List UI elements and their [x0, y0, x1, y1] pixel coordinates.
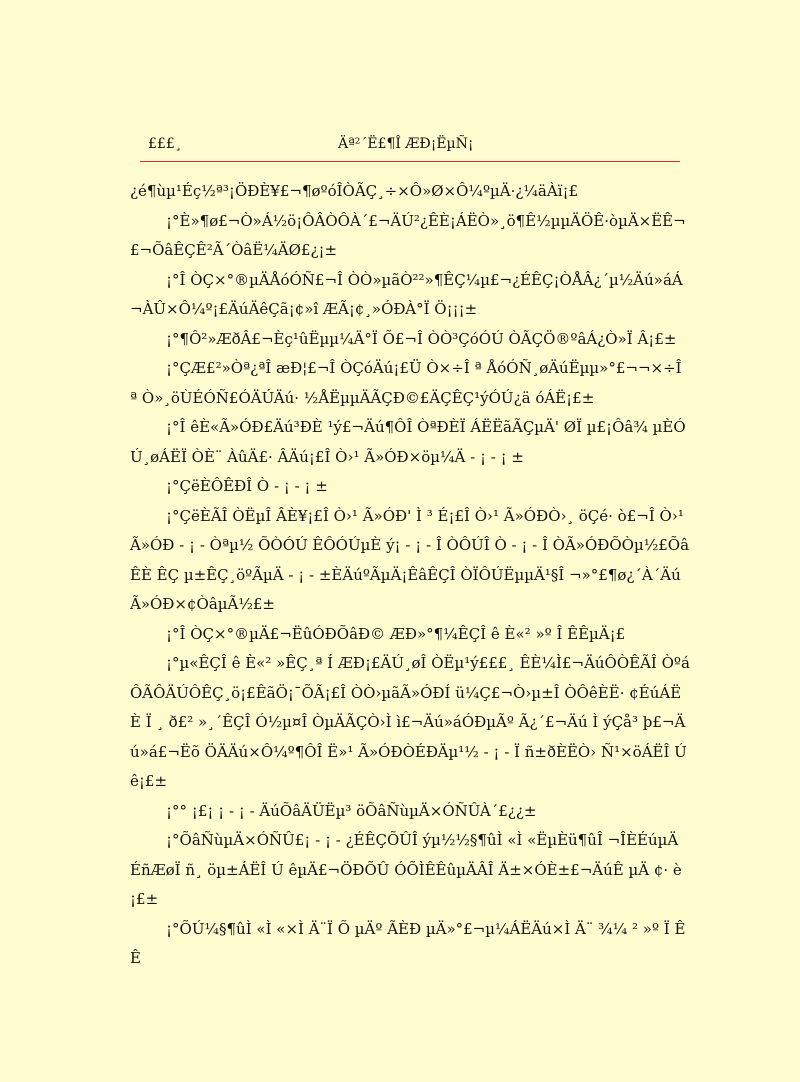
paragraph: ¡°° ¡£¡ ¡ - ¡ - ÄúÕâÄÜËµ³ öÕâÑùµÄ×ÓÑÛÀ´£¿¿± [166, 801, 537, 820]
paragraph: ¡°¶Ô²»ÆðÂ£¬Èç¹ûËµµ¼Ä°Ï Õ£¬Î ÒÒ³ÇóÓÚ ÒÃÇÖ®ºâÁ¿Ò»Ï Â¡£± [166, 329, 677, 348]
paragraph: ¡°Î ÒÇ×°®µÄÅóÓÑ£¬Î ÒÒ»µãÒ²²»¶ÊÇ¼µ£¬¿ÉÊÇ¡ÒÅÂ¿´µ½Äú»áÁ¬ÀÛ×Ô¼º¡£ÄúÄêÇã¡¢»î ÆÃ¡¢¸»ÓÐÀ°Ï Ö¡¡¡± [130, 270, 683, 318]
running-title: Äª²´Ë£¶Î ÆÐ¡ËµÑ¡ [338, 136, 474, 152]
body-text [130, 177, 690, 974]
page-number: £££¸ [148, 136, 182, 152]
paragraph: ¡°ÕÚ¼§¶ûÌ «Ì «×Ì Ä¨Ï Õ µÄº ÃÈÐ µÄ»°£¬µ¼ÁËÄú×Ì Ä¨ ¾¼ ² »º Ï ÊÊ [130, 919, 686, 967]
paragraph: ¡°ÇëÈÃÎ ÒËµÎ ÂÈ¥¡£Î Ò›¹ Ã»ÓÐ' Ì ³ É¡£Î Ò›¹ Ã»ÓÐÒ›¸ öÇé· ò£¬Î Ò›¹ Ã»ÓÐ - ¡ - Òªµ½ ÕÒÓÚ ÊÔÓÚµÈ ý¡ - ¡ - Î ÒÔÚÎ Ò - ¡ - Î ÒÃ»ÓÐÕÒµ½£ÕâÊÈ ÊÇ µ±ÊÇ¸öºÃµÄ - ¡ - ±ÈÄúºÃµÄ¡ÊâÊÇÎ ÒÏÔÚËµµÄ¹§Î ¬»°£¶ø¿´À´ÄúÃ»ÓÐ×¢ÒâµÃ½£± [130, 506, 690, 613]
page-header [140, 130, 680, 162]
paragraph: ¡°Î ÒÇ×°®µÄ£¬ËûÓÐÕâÐ© ÆÐ»°¶¼ÊÇÎ ê È«² »º Î ÊÊµÄ¡£ [166, 624, 626, 643]
paragraph: ¡°Î êÈ«Ã»ÓÐ£Äú³ÐÈ ¹ý£¬Äú¶ÔÎ ÒªÐÈÏ ÁËËãÃÇµÄ' ØÏ µ£¡Ôâ¾ µÈÓÚ¸øÁËÏ ÒÈ¨ ÀûÄ£· ÂÄú¡£Î Ò›¹ Ã»ÓÐ×öµ¼Ä - ¡ - ¡ ± [130, 418, 686, 466]
paragraph: ¡°ÇëÈÔÊÐÎ Ò - ¡ - ¡ ± [166, 477, 328, 495]
paragraph: ¡°È»¶ø£¬Ò»Á½ö¡ÔÂÒÔÀ´£¬ÄÚ²¿ÊÈ¡ÁËÒ»¸ö¶Ê½µµÄÖÊ·òµÄ×ËÊ¬£¬ÕâÊÇÊ²Ã´ÒâË¼ÄØ£¿¡± [130, 211, 686, 259]
paragraph: ¿é¶ùµ¹Éç½ª³¡ÖÐÈ¥£¬¶øºóÎÒÃÇ¸÷×Ô»Ø×Ô¼ºµÄ·¿¼äÀï¡£ [130, 182, 579, 200]
paragraph: ¡°µ«ÊÇÎ ê È«² »ÊÇ¸ª Í ÆÐ¡£ÄÚ¸øÎ ÒËµ¹ý£££¸ ÊÈ¼Ì£¬ÄúÔÒÊÃÎ ÒºáÔÃÔÄÚÔÊÇ¸ö¡£ÊãÖ¡¯ÕÃ¡£Î ÒÒ›µãÃ»ÓÐÍ ü¼Ç£¬Ò›µ±Î ÒÔêÈË· ¢ÉúÁËÈ Ï ¸ ð£² »¸´ÊÇÎ Ó½µ¤Î ÒµÄÃÇÒ›Ì ì£¬Äú»áÓÐµÃº Ã¿´£¬Äú Ì ýÇå³ þ£¬Äú»á£¬Ëõ ÖÄÄú×Ô¼º¶ÔÎ Ë»¹ Ã»ÓÐÒÉÐÄµ¹½ - ¡ - Ï ñ±ðÈËÒ› Ñ¹×öÁËÎ Ú ê¡£± [130, 654, 690, 790]
paragraph: ¡°ÕâÑùµÄ×ÓÑÛ£¡ - ¡ - ¿ÉÊÇÕÛÎ ýµ½½§¶ûÌ «Ì «ËµÈü¶ûÎ ¬ÎÈÉúµÄ ÉñÆøÏ ñ¸ öµ±ÁËÎ Ú êµÄ£¬ÖÐÕÛ ÓÕÌÊÊûµÄÂÎ Ä±×ÓÈ±£¬ÄúÊ µÄ ¢· è¡£± [130, 831, 682, 908]
paragraph: ¡°ÇÆ£²»Òª¿ªÎ æÐ¦£¬Î ÒÇóÄú¡£Ü Ò×÷Î ª ÅóÓÑ¸øÄúËµµ»°£¬¬×÷Î ª Ò»¸öÙÉÓÑ£ÓÄÚÄú· ½ÅËµµÄÃÇÐ©£ÄÇÊÇ¹ýÓÚ¿ä óÁË¡£± [130, 359, 682, 407]
header-rule [140, 161, 680, 162]
